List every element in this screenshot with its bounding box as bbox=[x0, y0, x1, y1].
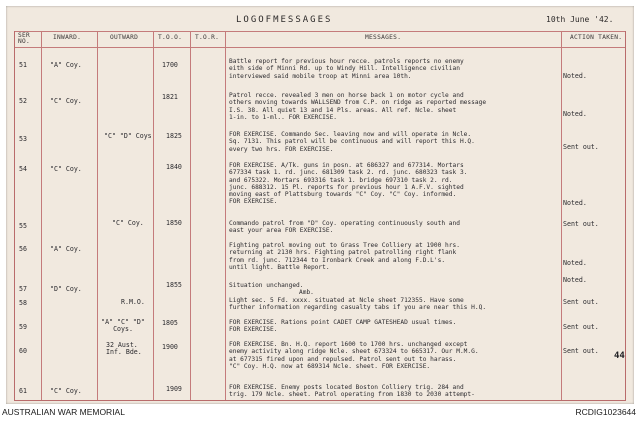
row-too: 1805 bbox=[162, 319, 178, 327]
row-message: Fighting patrol moving out to Grass Tree Colliery at 1900 hrs. returning at 2130 hrs. Fighting patrol patrolling right flank from rd. junc. 712344 to Ironbark Creek and along F.D.L's. until light. Battle Report. bbox=[229, 242, 460, 271]
header-ser-no: SER NO. bbox=[18, 32, 31, 45]
header-action-taken: ACTION TAKEN. bbox=[570, 34, 623, 41]
row-outward: "A" "C" "D" Coys. bbox=[101, 318, 145, 334]
row-inward: "C" Coy. bbox=[50, 165, 82, 173]
row-action: Sent out. bbox=[563, 323, 599, 331]
row-action: Noted. bbox=[563, 199, 587, 207]
row-ser: 58 bbox=[19, 299, 27, 307]
row-message: Commando patrol from "D" Coy. operating continuously south and east your area FOR EXERCISE. bbox=[229, 220, 460, 235]
row-action: Sent out. bbox=[563, 220, 599, 228]
row-outward: "C" Coy. bbox=[112, 219, 144, 227]
row-inward: "A" Coy. bbox=[50, 61, 82, 69]
row-too: 1700 bbox=[162, 61, 178, 69]
handwritten-mark: 44 bbox=[614, 351, 625, 361]
row-message: FOR EXERCISE. Rations point CADET CAMP GATESHEAD usual times. FOR EXERCISE. bbox=[229, 319, 457, 334]
footer-id: RCDIG1023644 bbox=[575, 407, 636, 417]
row-message: FOR EXERCISE. Commando Sec. leaving now and will operate in Ncle. Sq. 7131. This patrol will be continuous and will report this H.Q. every two hrs. FOR EXERCISE. bbox=[229, 131, 475, 153]
row-ser: 61 bbox=[19, 387, 27, 395]
row-outward: "C" "D" Coys bbox=[104, 132, 152, 140]
row-ser: 51 bbox=[19, 61, 27, 69]
header-inward: INWARD. bbox=[53, 34, 82, 41]
row-action: Sent out. bbox=[563, 298, 599, 306]
row-ser: 52 bbox=[19, 97, 27, 105]
row-too: 1840 bbox=[166, 163, 182, 171]
row-message: Situation unchanged. Amb. Light sec. 5 Fd. xxxx. situated at Ncle sheet 712355. Have some further information regarding casualty tabs if you are near this H.Q. bbox=[229, 282, 487, 311]
row-outward: 32 Aust. Inf. Bde. bbox=[106, 341, 142, 357]
row-message: FOR EXERCISE. Enemy posts located Boston Colliery trig. 284 and trig. 179 Ncle. sheet. Patrol operating from 1830 to 2030 attempt- bbox=[229, 384, 475, 399]
footer-credit: AUSTRALIAN WAR MEMORIAL bbox=[2, 407, 125, 417]
log-date: 10th June '42. bbox=[546, 15, 614, 24]
row-ser: 59 bbox=[19, 323, 27, 331]
row-too: 1855 bbox=[166, 281, 182, 289]
row-action: Noted. bbox=[563, 72, 587, 80]
row-ser: 56 bbox=[19, 245, 27, 253]
header-too: T.O.O. bbox=[158, 34, 183, 41]
row-ser: 60 bbox=[19, 347, 27, 355]
row-inward: "A" Coy. bbox=[50, 245, 82, 253]
row-ser: 54 bbox=[19, 165, 27, 173]
row-action: Sent out. bbox=[563, 347, 599, 355]
row-ser: 55 bbox=[19, 222, 27, 230]
row-inward: "C" Coy. bbox=[50, 97, 82, 105]
row-action: Noted. bbox=[563, 110, 587, 118]
row-outward: R.M.O. bbox=[121, 298, 145, 306]
row-action: Sent out. bbox=[563, 143, 599, 151]
row-too: 1825 bbox=[166, 132, 182, 140]
message-log-sheet bbox=[6, 6, 634, 404]
row-ser: 53 bbox=[19, 135, 27, 143]
header-tor: T.O.R. bbox=[195, 34, 220, 41]
row-inward: "D" Coy. bbox=[50, 285, 82, 293]
row-too: 1900 bbox=[162, 343, 178, 351]
row-message: FOR EXERCISE. Bn. H.Q. report 1600 to 1700 hrs. unchanged except enemy activity along ridge Ncle. sheet 673324 to 665317. Our M.M.G. at 677315 fired upon and repulsed. Patrol sent out to harass. "C" Coy. H.Q. now at 689314 Ncle. sheet. FOR EXERCISE. bbox=[229, 341, 479, 370]
row-too: 1821 bbox=[162, 93, 178, 101]
row-action: Noted. bbox=[563, 276, 587, 284]
page-title: LOGOFMESSAGES bbox=[236, 15, 333, 25]
row-message: FOR EXERCISE. A/Tk. guns in posn. at 686327 and 677314. Mortars 677334 task 1. rd. junc. 681309 task 2. rd. junc. 680323 task 3. and 675322. Mortars 693316 task 1. bridge 697310 task 2. rd. junc. 688312. 15 Pl. reports for previous hour 1 A.F.V. sighted moving east of Plattsburg towards "C" Coy. "C" Coy. informed. FOR EXERCISE. bbox=[229, 162, 468, 206]
row-ser: 57 bbox=[19, 285, 27, 293]
row-message: Patrol recce. revealed 3 men on horse back 1 on motor cycle and others moving towards WALLSEND from C.P. on ridge as reported message I.S. 38. All quiet 13 and 14 Pls. areas. All ref. Ncle. sheet 1-in. to 1-ml.. FOR EXERCISE. bbox=[229, 92, 487, 121]
row-too: 1850 bbox=[166, 219, 182, 227]
header-outward: OUTWARD bbox=[110, 34, 139, 41]
row-inward: "C" Coy. bbox=[50, 387, 82, 395]
row-action: Noted. bbox=[563, 259, 587, 267]
row-too: 1909 bbox=[166, 385, 182, 393]
header-messages: MESSAGES. bbox=[365, 34, 402, 41]
row-message: Battle report for previous hour recce. patrols reports no enemy eith side of Minni Rd. up to Windy Hill. Intelligence civilian interviewed said mobile troop at Minni area 10th. bbox=[229, 58, 464, 80]
